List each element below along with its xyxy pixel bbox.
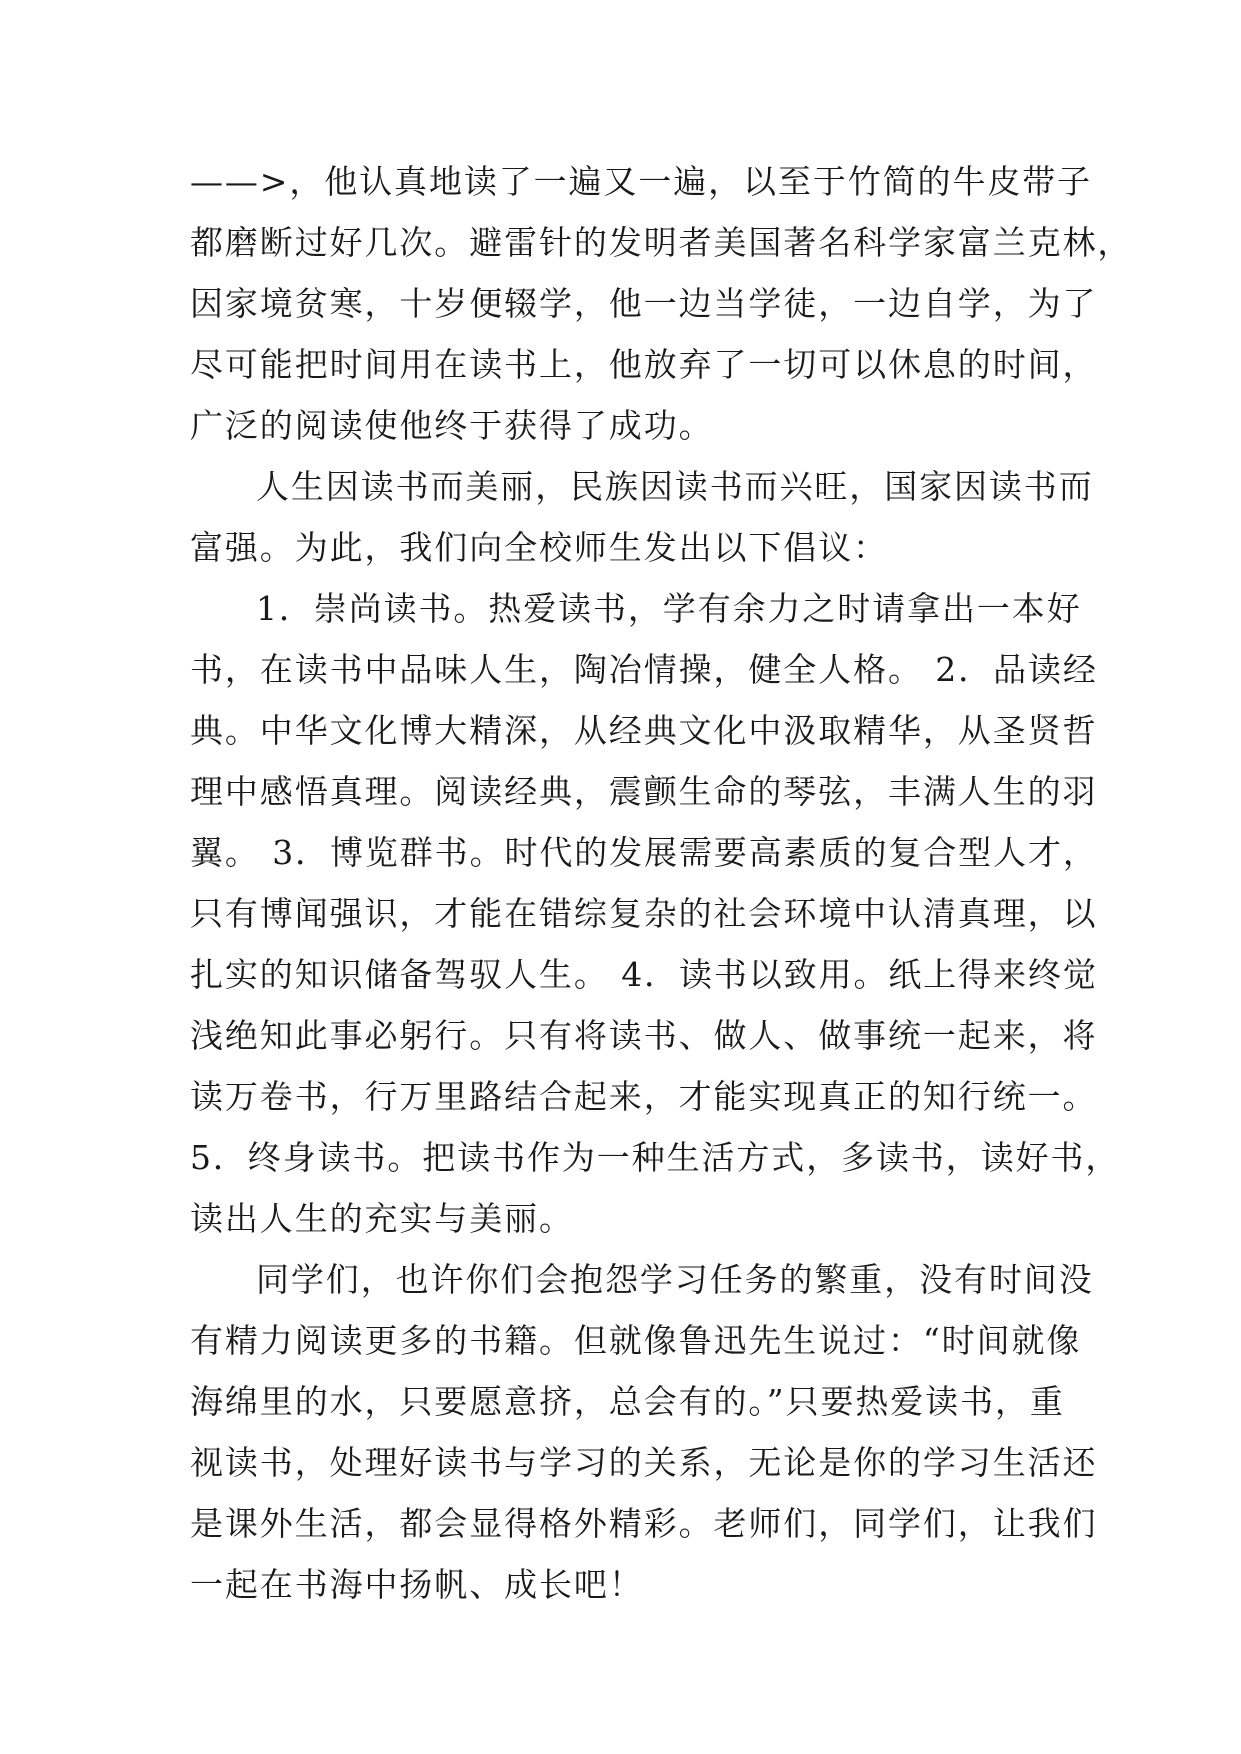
text-line: 翼。 3．博览群书。时代的发展需要高素质的复合型人才， [190, 833, 1098, 872]
text-line: 浅绝知此事必躬行。只有将读书、做人、做事统一起来，将 [190, 1016, 1098, 1055]
text-line: 5．终身读书。把读书作为一种生活方式，多读书，读好书， [190, 1138, 1121, 1177]
text-line: 读万卷书，行万里路结合起来，才能实现真正的知行统一。 [190, 1077, 1098, 1116]
text-line: 书，在读书中品味人生，陶冶情操，健全人格。 2．品读经 [190, 650, 1098, 689]
text-line: 海绵里的水，只要愿意挤，总会有的。”只要热爱读书，重 [190, 1382, 1065, 1421]
text-line: 广泛的阅读使他终于获得了成功。 [190, 406, 714, 445]
text-line: 读出人生的充实与美丽。 [190, 1199, 574, 1238]
paragraph-first-line: 1．崇尚读书。热爱读书，学有余力之时请拿出一本好 [256, 589, 1082, 628]
text-line: 富强。为此，我们向全校师生发出以下倡议： [190, 528, 888, 567]
text-line: ——>，他认真地读了一遍又一遍，以至于竹简的牛皮带子 [190, 162, 1093, 201]
text-line: 尽可能把时间用在读书上，他放弃了一切可以休息的时间， [190, 345, 1098, 384]
text-line: 一起在书海中扬帆、成长吧！ [190, 1565, 644, 1604]
text-line: 视读书，处理好读书与学习的关系，无论是你的学习生活还 [190, 1443, 1098, 1482]
text-line: 因家境贫寒，十岁便辍学，他一边当学徒，一边自学，为了 [190, 284, 1098, 323]
text-line: 有精力阅读更多的书籍。但就像鲁迅先生说过：“时间就像 [190, 1321, 1082, 1360]
paragraph-first-line: 同学们，也许你们会抱怨学习任务的繁重，没有时间没 [256, 1260, 1094, 1299]
text-line: 理中感悟真理。阅读经典，震颤生命的琴弦，丰满人生的羽 [190, 772, 1098, 811]
text-line: 都磨断过好几次。避雷针的发明者美国著名科学家富兰克林， [190, 223, 1133, 262]
text-line: 扎实的知识储备驾驭人生。 4．读书以致用。纸上得来终觉 [190, 955, 1098, 994]
text-line: 是课外生活，都会显得格外精彩。老师们，同学们，让我们 [190, 1504, 1098, 1543]
text-line: 典。中华文化博大精深，从经典文化中汲取精华，从圣贤哲 [190, 711, 1098, 750]
paragraph-first-line: 人生因读书而美丽，民族因读书而兴旺，国家因读书而 [256, 467, 1094, 506]
text-line: 只有博闻强识，才能在错综复杂的社会环境中认清真理，以 [190, 894, 1098, 933]
